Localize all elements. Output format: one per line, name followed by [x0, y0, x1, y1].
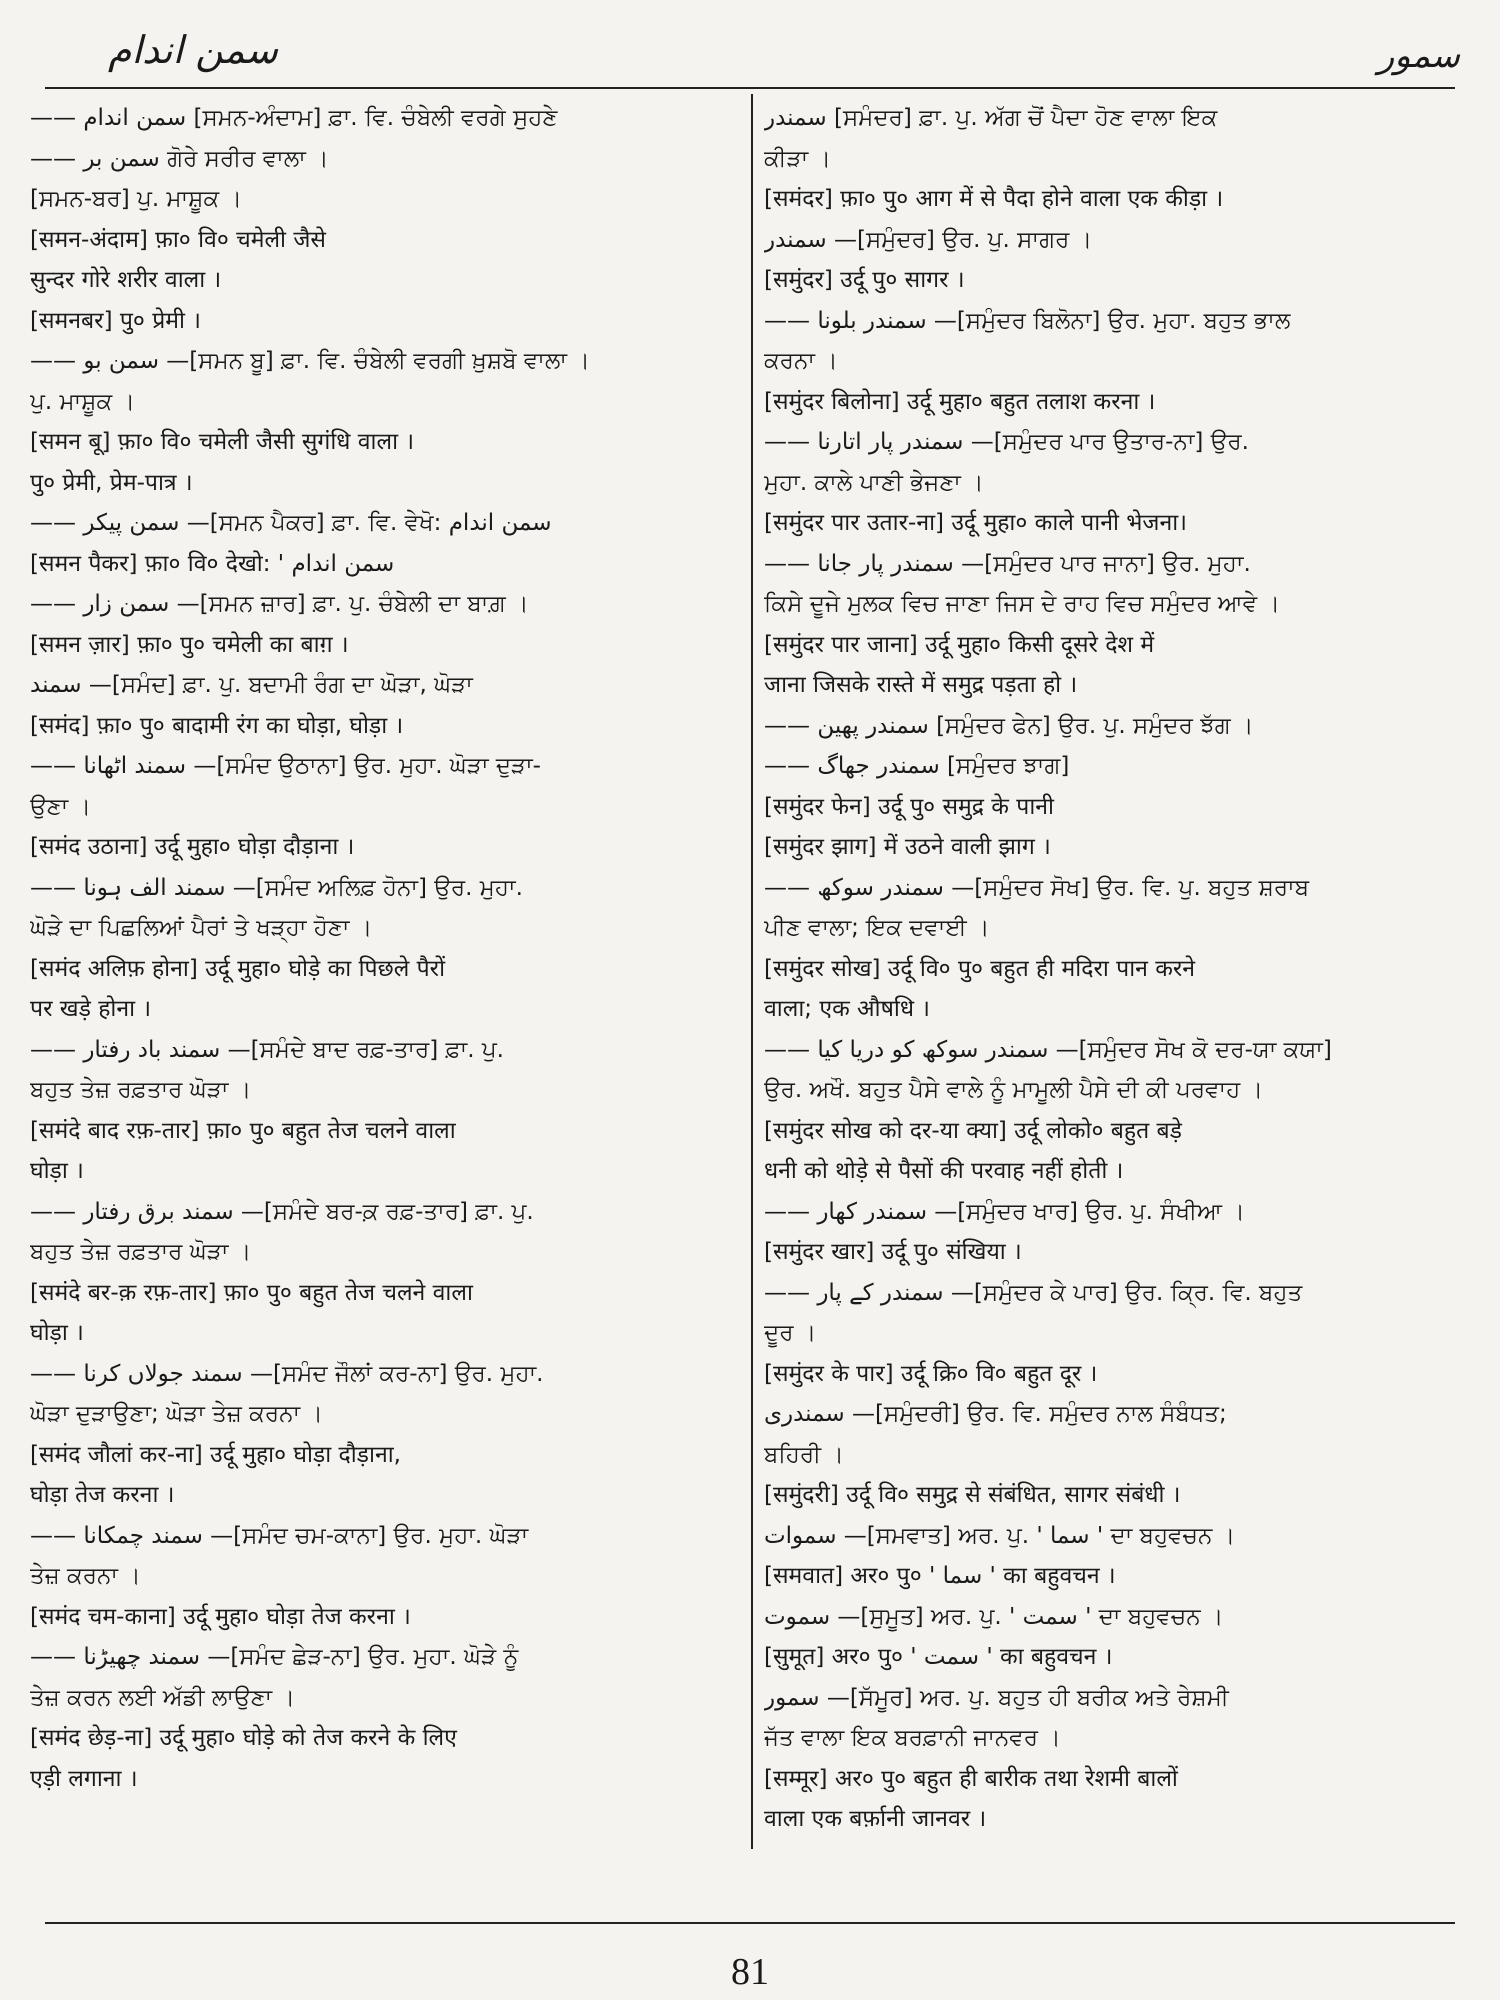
- entry-line: —— سمند برق رفتار —[ਸਮੰਦੇ ਬਰ-ਕ਼ ਰਫ਼-ਤਾਰ] ਫ਼ਾ. ਪੁ.: [30, 1198, 534, 1225]
- entry-line: [ਸਮਨ-ਬਰ] ਪੁ. ਮਾਸ਼ੂਕ ।: [30, 186, 242, 212]
- entry-line: [समन-अंदाम] फ़ा० वि० चमेली जैसे: [30, 226, 326, 253]
- entry-line: ਕਿਸੇ ਦੂਜੇ ਮੁਲਕ ਵਿਚ ਜਾਣਾ ਜਿਸ ਦੇ ਰਾਹ ਵਿਚ ਸਮੁੰਦਰ ਆਵੇ ।: [764, 591, 1280, 617]
- entry-line: ਤੇਜ਼ ਕਰਨ ਲਈ ਅੱਡੀ ਲਾਉਣਾ ।: [30, 1684, 295, 1711]
- entry-line: [समंद जौलां कर-ना] उर्दू मुहा० घोड़ा दौड़ाना,: [30, 1441, 401, 1468]
- right-column: [764, 98, 1470, 1840]
- entry-line: —— سمن بو —[ਸਮਨ ਬੂ] ਫ਼ਾ. ਵਿ. ਚੰਬੇਲੀ ਵਰਗੀ ਖ਼ੁਸ਼ਬੋ ਵਾਲਾ ।: [30, 348, 590, 374]
- entry-line: سمندر [ਸਮੰਦਰ] ਫ਼ਾ. ਪੁ. ਅੱਗ ਚੋਂ ਪੈਦਾ ਹੋਣ ਵਾਲਾ ਇਕ: [764, 105, 1218, 131]
- entry-line: ਬਹੁਤ ਤੇਜ਼ ਰਫ਼ਤਾਰ ਘੋੜਾ ।: [30, 1239, 252, 1265]
- page-number: 81: [731, 1951, 769, 1993]
- entry-line: سموات —[ਸਮਵਾਤ] ਅਰ. ਪੁ. ' سما ' ਦਾ ਬਹੁਵਚਨ ।: [764, 1522, 1236, 1549]
- entry-line: ਮੁਹਾ. ਕਾਲੇ ਪਾਣੀ ਭੇਜਣਾ ।: [764, 469, 984, 496]
- entry-line: [समुंदर पार उतार-ना] उर्दू मुहा० काले पानी भेजना।: [764, 510, 1187, 536]
- entry-line: जाना जिसके रास्ते में समुद्र पड़ता हो ।: [764, 672, 1078, 698]
- header-guide-word-right: سمور: [1377, 36, 1460, 76]
- entry-line: ਕਰਨਾ ।: [764, 348, 838, 374]
- entry-line: [समंद छेड़-ना] उर्दू मुहा० घोड़े को तेज करने के लिए: [30, 1725, 457, 1751]
- entry-line: [समन बू] फ़ा० वि० चमेली जैसी सुगंधि वाला ।: [30, 429, 415, 455]
- entry-line: —— سمندر پار جانا —[ਸਮੁੰਦਰ ਪਾਰ ਜਾਨਾ] ਉਰ. ਮੁਹਾ.: [764, 550, 1251, 577]
- entry-line: धनी को थोड़े से पैसों की परवाह नहीं होती ।: [764, 1158, 1124, 1184]
- entry-line: —— سمندر سوکھ کو دریا کیا —[ਸਮੁੰਦਰ ਸੋਖ ਕੋ ਦਰ-ਯਾ ਕਯਾ]: [764, 1036, 1332, 1063]
- entry-line: वाला एक बर्फ़ानी जानवर ।: [764, 1806, 987, 1832]
- entry-line: [समुंदर के पार] उर्दू क्रि० वि० बहुत दूर ।: [764, 1360, 1098, 1387]
- column-divider: [751, 94, 753, 1849]
- left-column: [30, 98, 745, 1799]
- entry-line: [समंदर] फ़ा० पु० आग में से पैदा होने वाला एक कीड़ा ।: [764, 186, 1224, 212]
- entry-line: —— سمن بر ਗੋਰੇ ਸਰੀਰ ਵਾਲਾ ।: [30, 145, 329, 172]
- entry-line: —— سمن اندام [ਸਮਨ-ਅੰਦਾਮ] ਫ਼ਾ. ਵਿ. ਚੰਬੇਲੀ ਵਰਗੇ ਸੁਹਣੇ: [30, 105, 558, 131]
- entry-line: एड़ी लगाना ।: [30, 1765, 138, 1792]
- entry-line: [समन ज़ार] फ़ा० पु० चमेली का बाग़ ।: [30, 631, 349, 658]
- footer-rule: [45, 1922, 1455, 1924]
- entry-line: घोड़ा तेज करना ।: [30, 1482, 175, 1508]
- entry-line: —— سمندر کھار —[ਸਮੁੰਦਰ ਖਾਰ] ਉਰ. ਪੁ. ਸੰਖੀਆ ।: [764, 1198, 1245, 1225]
- entry-line: ਦੂਰ ।: [764, 1320, 817, 1346]
- entry-line: घोड़ा ।: [30, 1320, 84, 1346]
- entry-line: —— سمند چھیڑنا —[ਸਮੰਦ ਛੇੜ-ਨਾ] ਉਰ. ਮੁਹਾ. ਘੋੜੇ ਨੂੰ: [30, 1644, 519, 1670]
- entry-line: ਘੋੜੇ ਦਾ ਪਿਛਲਿਆਂ ਪੈਰਾਂ ਤੇ ਖੜ੍ਹਾ ਹੋਣਾ ।: [30, 915, 373, 941]
- entry-line: [समुंदर खार] उर्दू पु० संखिया ।: [764, 1239, 1022, 1265]
- entry-line: —— سمندر بلونا —[ਸਮੁੰਦਰ ਬਿਲੋਨਾ] ਉਰ. ਮੁਹਾ. ਬਹੁਤ ਭਾਲ: [764, 307, 1291, 334]
- entry-line: [समुंदर सोख] उर्दू वि० पु० बहुत ही मदिरा पान करने: [764, 955, 1196, 982]
- entry-line: —— سمندر پار اتارنا —[ਸਮੁੰਦਰ ਪਾਰ ਉਤਾਰ-ਨਾ] ਉਰ.: [764, 429, 1249, 455]
- entry-line: ਬਹਿਰੀ ।: [764, 1441, 844, 1468]
- entry-line: —— سمندر سوکھ —[ਸਮੁੰਦਰ ਸੋਖ] ਉਰ. ਵਿ. ਪੁ. ਬਹੁਤ ਸ਼ਰਾਬ: [764, 874, 1310, 901]
- entry-line: —— سمند باد رفتار —[ਸਮੰਦੇ ਬਾਦ ਰਫ਼-ਤਾਰ] ਫ਼ਾ. ਪੁ.: [30, 1036, 504, 1063]
- entry-line: سمور —[ਸੱਮੂਰ] ਅਰ. ਪੁ. ਬਹੁਤ ਹੀ ਬਰੀਕ ਅਤੇ ਰੇਸ਼ਮੀ: [764, 1684, 1229, 1711]
- entry-line: ਜੱਤ ਵਾਲਾ ਇਕ ਬਰਫ਼ਾਨੀ ਜਾਨਵਰ ।: [764, 1725, 1061, 1751]
- entry-line: —— سمند الف ہونا —[ਸਮੰਦ ਅਲਿਫ਼ ਹੋਨਾ] ਉਰ. ਮੁਹਾ.: [30, 874, 523, 901]
- entry-line: [समुंदर झाग] में उठने वाली झाग ।: [764, 834, 1051, 860]
- entry-line: ਕੀੜਾ ।: [764, 145, 832, 172]
- entry-line: पु० प्रेमी, प्रेम-पात्र ।: [30, 469, 193, 496]
- entry-line: ਉਰ. ਅਖੌ. ਬਹੁਤ ਪੈਸੇ ਵਾਲੇ ਨੂੰ ਮਾਮੂਲੀ ਪੈਸੇ ਦੀ ਕੀ ਪਰਵਾਹ ।: [764, 1077, 1264, 1103]
- entry-line: [समन पैकर] फ़ा० वि० देखो: ' سمن اندام: [30, 550, 395, 577]
- entry-line: ਘੋੜਾ ਦੁੜਾਉਣਾ; ਘੋੜਾ ਤੇਜ਼ ਕਰਨਾ ।: [30, 1401, 323, 1427]
- entry-line: —— سمندر پھین [ਸਮੁੰਦਰ ਫੇਨ] ਉਰ. ਪੁ. ਸਮੁੰਦਰ ਝੱਗ ।: [764, 712, 1254, 739]
- entry-line: سمندر —[ਸਮੁੰਦਰ] ਉਰ. ਪੁ. ਸਾਗਰ ।: [764, 226, 1093, 253]
- entry-line: [सुमूत] अर० पु० ' سمت ' का बहुवचन ।: [764, 1644, 1113, 1670]
- entry-line: —— سمند چمکانا —[ਸਮੰਦ ਚਮ-ਕਾਨਾ] ਉਰ. ਮੁਹਾ. ਘੋੜਾ: [30, 1522, 529, 1549]
- entry-line: —— سمند اٹھانا —[ਸਮੰਦ ਉਠਾਨਾ] ਉਰ. ਮੁਹਾ. ਘੋੜਾ ਦੁੜਾ-: [30, 753, 541, 779]
- entry-line: [समुंदरी] उर्दू वि० समुद्र से संबंधित, सागर संबंधी ।: [764, 1482, 1181, 1508]
- entry-line: [समनबर] पु० प्रेमी ।: [30, 307, 202, 334]
- entry-line: [समंद चम-काना] उर्दू मुहा० घोड़ा तेज करना ।: [30, 1603, 411, 1630]
- entry-line: ਉਣਾ ।: [30, 793, 91, 820]
- entry-line: [समंद उठाना] उर्दू मुहा० घोड़ा दौड़ाना ।: [30, 834, 355, 860]
- entry-line: —— سمن پیکر —[ਸਮਨ ਪੈਕਰ] ਫ਼ਾ. ਵਿ. ਵੇਖੋ: سمن اندام: [30, 510, 552, 536]
- entry-line: ਪੁ. ਮਾਸ਼ੂਕ ।: [30, 388, 135, 415]
- header-guide-word-left: سمن اندام: [108, 28, 278, 72]
- entry-line: —— سمندر جھاگ [ਸਮੁੰਦਰ ਝਾਗ]: [764, 753, 1070, 779]
- entry-line: ਤੇਜ਼ ਕਰਨਾ ।: [30, 1563, 141, 1589]
- entry-line: [समुंदर पार जाना] उर्दू मुहा० किसी दूसरे देश में: [764, 631, 1155, 658]
- entry-line: [समुंदर फेन] उर्दू पु० समुद्र के पानी: [764, 793, 1054, 820]
- entry-line: ਬਹੁਤ ਤੇਜ਼ ਰਫ਼ਤਾਰ ਘੋੜਾ ।: [30, 1077, 252, 1103]
- entry-line: [समंदे बर-क़ रफ़-तार] फ़ा० पु० बहुत तेज चलने वाला: [30, 1279, 473, 1306]
- entry-line: सुन्दर गोरे शरीर वाला ।: [30, 267, 222, 293]
- entry-line: سمندری —[ਸਮੁੰਦਰੀ] ਉਰ. ਵਿ. ਸਮੁੰਦਰ ਨਾਲ ਸੰਬੰਧਤ;: [764, 1401, 1227, 1427]
- entry-line: [समवात] अर० पु० ' سما ' का बहुवचन ।: [764, 1563, 1116, 1589]
- entry-line: —— سمند جولاں کرنا —[ਸਮੰਦ ਜੌਲਾਂ ਕਰ-ਨਾ] ਉਰ. ਮੁਹਾ.: [30, 1360, 544, 1387]
- entry-line: वाला; एक औषधि ।: [764, 996, 931, 1022]
- entry-line: घोड़ा ।: [30, 1158, 84, 1184]
- entry-line: [सम्मूर] अर० पु० बहुत ही बारीक तथा रेशमी बालों: [764, 1765, 1178, 1792]
- entry-line: [समंद अलिफ़ होना] उर्दू मुहा० घोड़े का पिछले पैरों: [30, 955, 446, 982]
- entry-line: —— سمندر کے پار —[ਸਮੁੰਦਰ ਕੇ ਪਾਰ] ਉਰ. ਕ੍ਰਿ. ਵਿ. ਬਹੁਤ: [764, 1279, 1303, 1306]
- entry-line: पर खड़े होना ।: [30, 996, 152, 1022]
- entry-line: [समंद] फ़ा० पु० बादामी रंग का घोड़ा, घोड़ा ।: [30, 712, 404, 739]
- entry-line: ਪੀਣ ਵਾਲਾ; ਇਕ ਦਵਾਈ ।: [764, 915, 990, 941]
- entry-line: [समुंदर बिलोना] उर्दू मुहा० बहुत तलाश करना ।: [764, 388, 1156, 415]
- entry-line: سمند —[ਸਮੰਦ] ਫ਼ਾ. ਪੁ. ਬਦਾਮੀ ਰੰਗ ਦਾ ਘੋੜਾ, ਘੋੜਾ: [30, 672, 473, 698]
- entry-line: —— سمن زار —[ਸਮਨ ਜ਼ਾਰ] ਫ਼ਾ. ਪੁ. ਚੰਬੇਲੀ ਦਾ ਬਾਗ਼ ।: [30, 591, 529, 617]
- entry-line: [समुंदर] उर्दू पु० सागर ।: [764, 267, 965, 293]
- header-rule: [45, 87, 1455, 89]
- entry-line: [समंदे बाद रफ़-तार] फ़ा० पु० बहुत तेज चलने वाला: [30, 1117, 456, 1144]
- entry-line: [समुंदर सोख को दर-या क्या] उर्दू लोको० बहुत बड़े: [764, 1117, 1182, 1144]
- entry-line: سموت —[ਸੁਮੂਤ] ਅਰ. ਪੁ. ' سمت ' ਦਾ ਬਹੁਵਚਨ ।: [764, 1603, 1224, 1630]
